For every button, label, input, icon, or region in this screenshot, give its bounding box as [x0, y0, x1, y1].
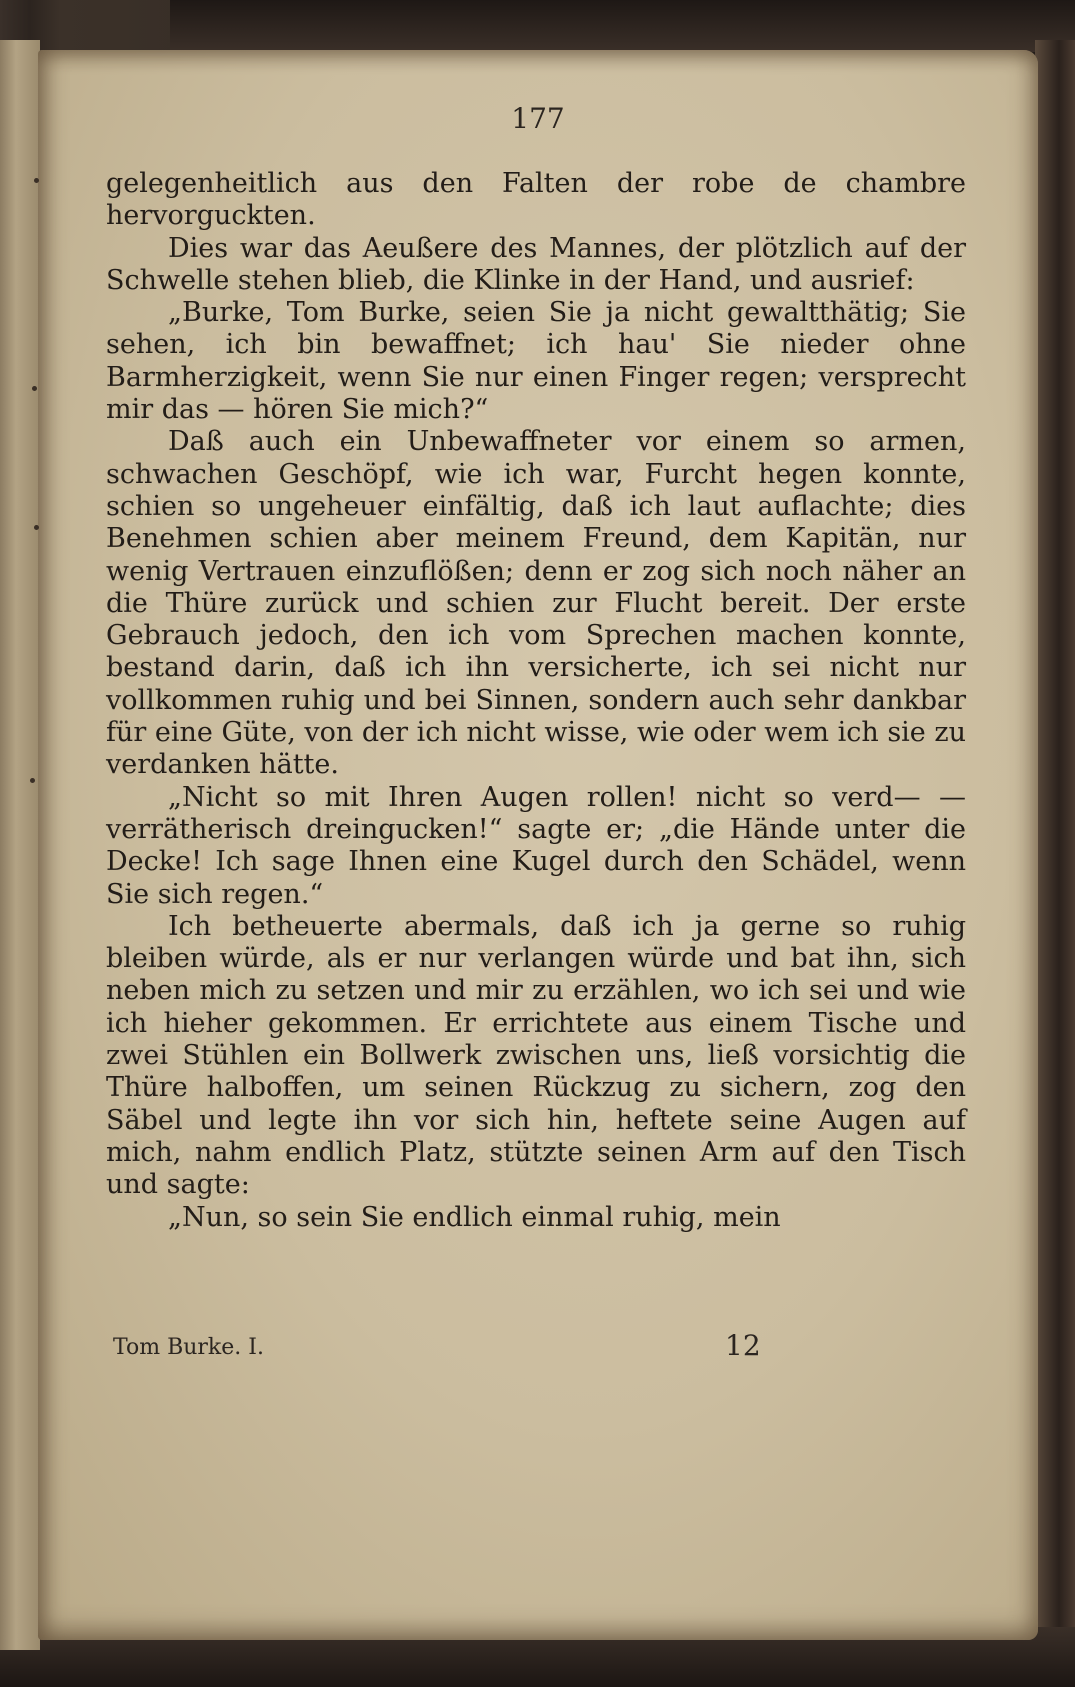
paragraph-6: Ich betheuerte abermals, daß ich ja gerne so ruhig bleiben würde, als er nur verlangen würde und bat ihn, sich neben mich zu setzen und mir zu erzählen, wo ich sei und wie ich hieher gekommen. Er errichtete aus einem Tische und zwei Stühlen ein Bollwerk zwischen uns, ließ vorsichtig die Thüre halboffen, um seinen Rückzug zu sichern, zog den Säbel und legte ihn vor sich hin, heftete seine Augen auf mich, nahm endlich Platz, stützte seinen Arm auf den Tisch und sagte:	[106, 910, 966, 1201]
margin-speck	[34, 178, 39, 183]
previous-page-edge	[0, 40, 40, 1650]
footer-signature: Tom Burke. I.	[113, 1335, 264, 1360]
book-page	[38, 50, 1038, 1640]
footer-sheet-number: 12	[725, 1329, 761, 1362]
paragraph-2: Dies war das Aeußere des Mannes, der plötzlich auf der Schwelle stehen blieb, die Klinke in der Hand, und ausrief:	[106, 232, 966, 296]
margin-speck	[30, 778, 35, 783]
paragraph-4: Daß auch ein Unbewaffneter vor einem so armen, schwachen Geschöpf, wie ich war, Furcht hegen konnte, schien so ungeheuer einfältig, daß ich laut auflachte; dies Benehmen schien aber meinem Freund, dem Kapitän, nur wenig Vertrauen einzuflößen; denn er zog sich noch näher an die Thüre zurück und schien zur Flucht bereit. Der erste Gebrauch jedoch, den ich vom Sprechen machen konnte, bestand darin, daß ich ihn versicherte, ich sei nicht nur vollkommen ruhig und bei Sinnen, sondern auch sehr dankbar für eine Güte, von der ich nicht wisse, wie oder wem ich sie zu verdanken hätte.	[106, 426, 966, 781]
margin-speck	[32, 386, 37, 391]
paragraph-1: gelegenheitlich aus den Falten der robe de chambre hervorguckten.	[106, 168, 966, 232]
paragraph-3: „Burke, Tom Burke, seien Sie ja nicht gewaltthätig; Sie sehen, ich bin bewaffnet; ich hau' Sie nieder ohne Barmherzigkeit, wenn Sie nur einen Finger regen; versprecht mir das — hören Sie mich?“	[106, 297, 966, 426]
page-number: 177	[511, 102, 565, 135]
cover-top-edge	[170, 0, 1075, 52]
page-text	[106, 168, 966, 1234]
paragraph-5: „Nicht so mit Ihren Augen rollen! nicht so verd— — verrätherisch dreingucken!“ sagte er; „die Hände unter die Decke! Ich sage Ihnen eine Kugel durch den Schädel, wenn Sie sich regen.“	[106, 781, 966, 910]
cover-right-edge	[1035, 40, 1075, 1640]
paragraph-7: „Nun, so sein Sie endlich einmal ruhig, mein	[168, 1201, 781, 1233]
margin-speck	[34, 525, 39, 530]
page-footer	[113, 1329, 813, 1375]
